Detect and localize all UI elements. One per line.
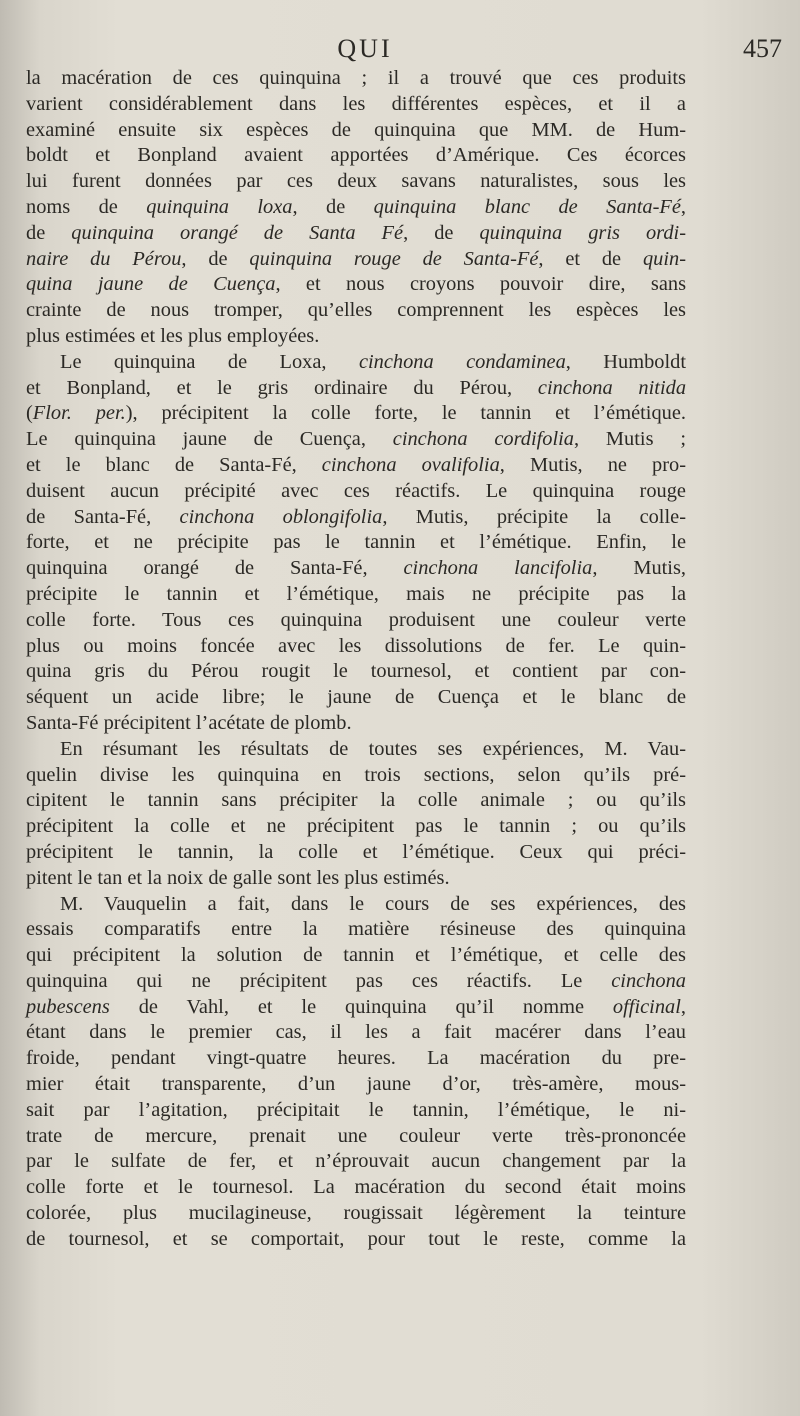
text-line: sait par l’agitation, précipitait le tannin, l’émétique, le ni- bbox=[26, 1098, 686, 1121]
text-line: quinquina qui ne précipitent pas ces réactifs. Le cinchona bbox=[26, 969, 686, 992]
text-line: qui précipitent la solution de tannin et l’émétique, et celle des bbox=[26, 944, 686, 967]
text-line: boldt et Bonpland avaient apportées d’Amérique. Ces écorces bbox=[26, 144, 686, 167]
paragraph-1 bbox=[26, 66, 686, 350]
page-header bbox=[22, 34, 782, 68]
text-line: de quinquina orangé de Santa Fé, de quinquina gris ordi- bbox=[26, 221, 686, 244]
text-line: plus ou moins foncée avec les dissolutions de fer. Le quin- bbox=[26, 634, 686, 657]
text-line: précipitent la colle et ne précipitent pas le tannin ; ou qu’ils bbox=[26, 815, 686, 838]
paragraph-4 bbox=[26, 892, 686, 1253]
text-line: froide, pendant vingt-quatre heures. La macération du pre- bbox=[26, 1047, 686, 1070]
text-line: quelin divise les quinquina en trois sections, selon qu’ils pré- bbox=[26, 763, 686, 786]
text-line: varient considérablement dans les différentes espèces, et il a bbox=[26, 92, 686, 115]
text-line: de tournesol, et se comportait, pour tout le reste, comme la bbox=[26, 1227, 686, 1250]
text-line: crainte de nous tromper, qu’elles comprennent les espèces les bbox=[26, 299, 686, 322]
text-line: naire du Pérou, de quinquina rouge de Santa-Fé, et de quin- bbox=[26, 247, 686, 270]
text-line: Le quinquina de Loxa, cinchona condaminea, Humboldt bbox=[60, 350, 686, 373]
text-line: En résumant les résultats de toutes ses expériences, M. Vau- bbox=[60, 737, 686, 760]
text-line: pubescens de Vahl, et le quinquina qu’il nomme officinal, bbox=[26, 995, 686, 1018]
text-line: noms de quinquina loxa, de quinquina blanc de Santa-Fé, bbox=[26, 195, 686, 218]
text-line: plus estimées et les plus employées. bbox=[26, 324, 320, 347]
paragraph-2 bbox=[26, 350, 686, 737]
text-line: colle forte et le tournesol. La macération du second était moins bbox=[26, 1176, 686, 1199]
text-line: par le sulfate de fer, et n’éprouvait aucun changement par la bbox=[26, 1150, 686, 1173]
text-line: examiné ensuite six espèces de quinquina que MM. de Hum- bbox=[26, 118, 686, 141]
text-line: et Bonpland, et le gris ordinaire du Pérou, cinchona nitida bbox=[26, 376, 687, 399]
text-line: pitent le tan et la noix de galle sont les plus estimés. bbox=[26, 866, 450, 889]
text-line: quina gris du Pérou rougit le tournesol, et contient par con- bbox=[26, 660, 686, 683]
text-line: quina jaune de Cuença, et nous croyons pouvoir dire, sans bbox=[26, 273, 687, 296]
text-line: de Santa-Fé, cinchona oblongifolia, Mutis, précipite la colle- bbox=[26, 505, 686, 528]
text-line: lui furent données par ces deux savans naturalistes, sous les bbox=[26, 170, 686, 193]
body-text bbox=[26, 66, 686, 1253]
text-line: et le blanc de Santa-Fé, cinchona ovalifolia, Mutis, ne pro- bbox=[26, 453, 687, 476]
text-line: duisent aucun précipité avec ces réactifs. Le quinquina rouge bbox=[26, 479, 686, 502]
text-line: M. Vauquelin a fait, dans le cours de ses expériences, des bbox=[60, 892, 686, 915]
running-head: QUI bbox=[337, 34, 393, 63]
text-line: colorée, plus mucilagineuse, rougissait légèrement la teinture bbox=[26, 1202, 686, 1225]
text-line: trate de mercure, prenait une couleur verte très-prononcée bbox=[26, 1124, 686, 1147]
text-line: étant dans le premier cas, il les a fait macérer dans l’eau bbox=[26, 1021, 686, 1044]
text-line: mier était transparente, d’un jaune d’or, très-amère, mous- bbox=[26, 1073, 686, 1096]
page-number: 457 bbox=[743, 34, 782, 63]
text-line: précipitent le tannin, la colle et l’émétique. Ceux qui préci- bbox=[26, 840, 686, 863]
text-line: (Flor. per.), précipitent la colle forte, le tannin et l’émétique. bbox=[26, 402, 686, 425]
text-line: colle forte. Tous ces quinquina produisent une couleur verte bbox=[26, 608, 686, 631]
text-line: quinquina orangé de Santa-Fé, cinchona lancifolia, Mutis, bbox=[26, 557, 687, 580]
text-line: essais comparatifs entre la matière résineuse des quinquina bbox=[26, 918, 686, 941]
text-line: précipite le tannin et l’émétique, mais ne précipite pas la bbox=[26, 582, 686, 605]
text-line: cipitent le tannin sans précipiter la colle animale ; ou qu’ils bbox=[26, 789, 686, 812]
text-line: la macération de ces quinquina ; il a trouvé que ces produits bbox=[26, 67, 686, 89]
paragraph-3 bbox=[26, 737, 686, 892]
text-line: Santa-Fé précipitent l’acétate de plomb. bbox=[26, 711, 352, 734]
text-line: séquent un acide libre; le jaune de Cuença et le blanc de bbox=[26, 686, 686, 709]
text-line: forte, et ne précipite pas le tannin et l’émétique. Enfin, le bbox=[26, 531, 686, 554]
text-line: Le quinquina jaune de Cuença, cinchona cordifolia, Mutis ; bbox=[26, 428, 686, 451]
